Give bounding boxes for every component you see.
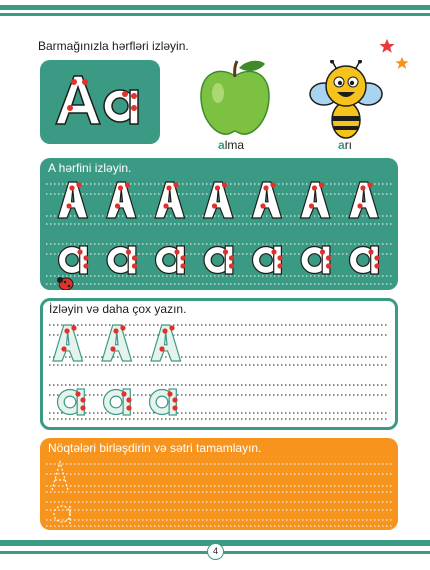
write-section-title: İzləyin və daha çox yazın. <box>49 302 187 316</box>
guide-dot <box>326 263 331 268</box>
hero-letter-card <box>40 60 160 144</box>
hero-letters <box>40 60 160 144</box>
guide-dot <box>260 203 265 208</box>
page-instruction: Barmağınızla hərfləri izləyin. <box>38 39 189 53</box>
guide-dot <box>77 249 82 254</box>
page-number: 4 <box>207 543 224 560</box>
guide-dot <box>374 263 379 268</box>
guide-dot <box>162 328 167 333</box>
guide-dot <box>83 255 88 260</box>
guide-dot <box>61 346 66 351</box>
guide-dot <box>126 397 131 402</box>
guide-dot <box>180 255 185 260</box>
guide-dot <box>126 405 131 410</box>
guide-dot <box>121 391 126 396</box>
guide-dot <box>229 263 234 268</box>
trace-small-a <box>204 246 233 274</box>
guide-dot <box>309 203 314 208</box>
guide-dot <box>229 255 234 260</box>
guide-dot <box>277 263 282 268</box>
guide-dot <box>263 185 268 190</box>
guide-dot <box>360 185 365 190</box>
guide-dot <box>320 249 325 254</box>
header-band-2 <box>0 13 430 16</box>
guide-dot <box>125 182 130 187</box>
guide-dot <box>113 328 118 333</box>
guide-dot <box>326 255 331 260</box>
bee-icon <box>308 60 384 140</box>
guide-dot <box>126 249 131 254</box>
write-section <box>40 298 398 430</box>
guide-dot <box>64 328 69 333</box>
guide-dot <box>115 203 120 208</box>
guide-dot <box>312 185 317 190</box>
guide-dot <box>367 182 372 187</box>
guide-dot <box>180 263 185 268</box>
trace-small-a <box>350 246 379 274</box>
guide-dot <box>277 255 282 260</box>
connect-rows <box>40 438 398 530</box>
guide-dot <box>215 185 220 190</box>
guide-dot <box>222 182 227 187</box>
trace-small-a <box>59 246 88 274</box>
guide-dot <box>75 391 80 396</box>
guide-dot <box>71 325 76 330</box>
dotted-small-a <box>54 506 70 524</box>
connect-section-title: Nöqtələri birləşdirin və sətri tamamlayın. <box>48 441 262 455</box>
guide-dot <box>166 185 171 190</box>
guide-dot <box>76 182 81 187</box>
trace-small-a <box>253 246 282 274</box>
guide-dot <box>132 255 137 260</box>
guide-dot <box>118 185 123 190</box>
guide-dot <box>66 203 71 208</box>
guide-dot <box>132 263 137 268</box>
write-rows <box>43 301 395 427</box>
apple-icon <box>198 58 272 138</box>
trace-small-a <box>156 246 185 274</box>
guide-dot <box>120 325 125 330</box>
guide-dot <box>69 185 74 190</box>
trace-small-a <box>107 246 136 274</box>
guide-dot <box>270 182 275 187</box>
guide-dot <box>174 249 179 254</box>
orange-star-icon <box>395 56 409 70</box>
guide-dot <box>172 397 177 402</box>
guide-dot <box>173 182 178 187</box>
red-star-icon <box>379 38 395 54</box>
guide-dot <box>374 255 379 260</box>
trace-section <box>40 158 398 290</box>
guide-dot <box>80 397 85 402</box>
guide-dot <box>357 203 362 208</box>
guide-dot <box>83 263 88 268</box>
guide-dot <box>159 346 164 351</box>
guide-dot <box>212 203 217 208</box>
ladybug-icon <box>57 277 73 290</box>
header-band-1 <box>0 5 430 10</box>
guide-dot <box>172 405 177 410</box>
guide-dot <box>319 182 324 187</box>
trace-rows <box>40 158 398 290</box>
guide-dot <box>110 346 115 351</box>
guide-dot <box>80 405 85 410</box>
guide-dot <box>223 249 228 254</box>
guide-dot <box>368 249 373 254</box>
connect-section <box>40 438 398 530</box>
trace-section-title: A hərfini izləyin. <box>48 161 132 175</box>
bee-word: arı <box>338 138 353 152</box>
guide-dot <box>271 249 276 254</box>
trace-small-a <box>301 246 330 274</box>
guide-dot <box>167 391 172 396</box>
guide-dot <box>163 203 168 208</box>
guide-dot <box>169 325 174 330</box>
apple-word: alma <box>218 138 245 152</box>
